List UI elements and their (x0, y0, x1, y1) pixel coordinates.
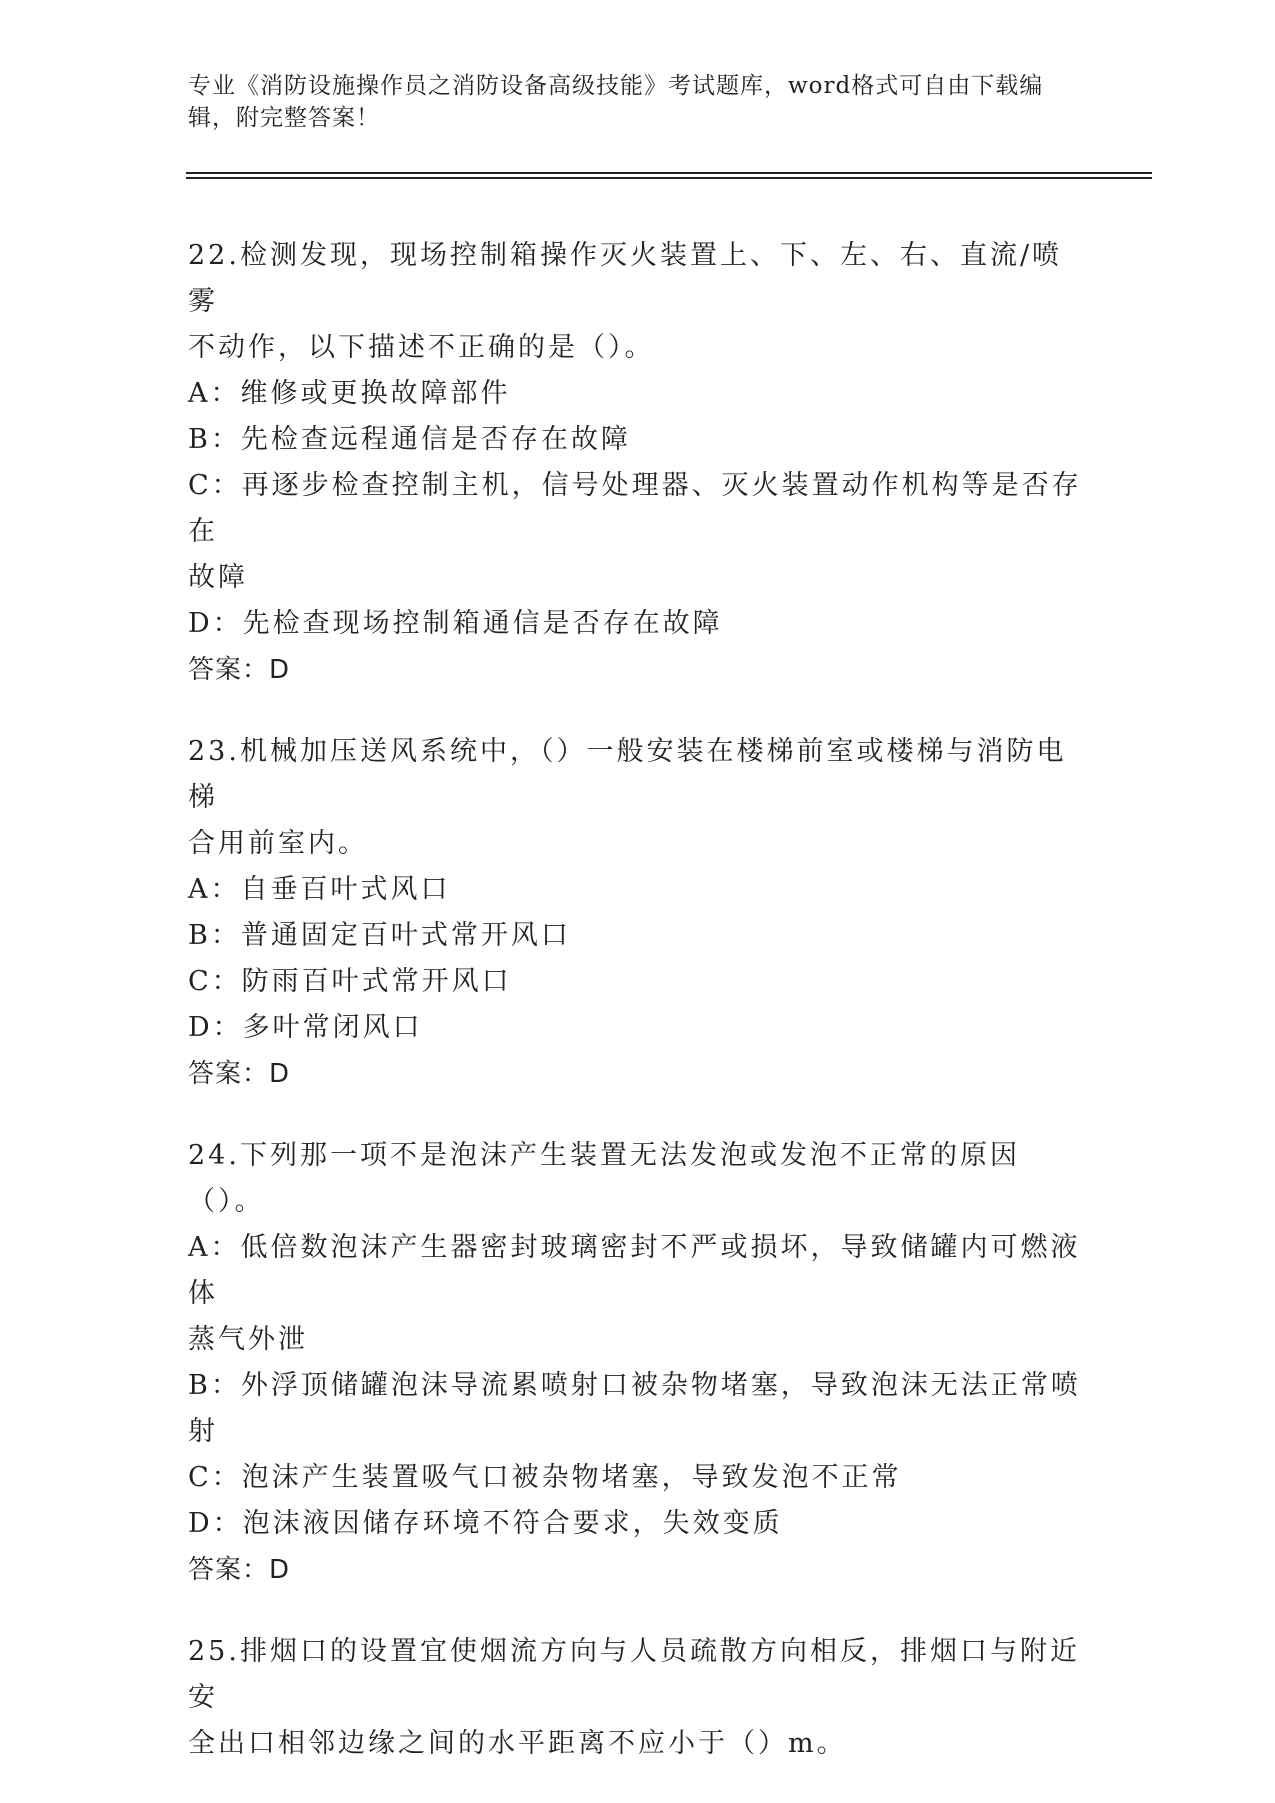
header-rule-top (186, 172, 1152, 174)
answer-option-line: C：再逐步检查控制主机，信号处理器、灭火装置动作机构等是否存在 (188, 470, 1082, 547)
question-stem-line: 22.检测发现，现场控制箱操作灭火装置上、下、左、右、直流/喷雾 (188, 240, 1063, 317)
question-stem-line: 23.机械加压送风系统中，（）一般安装在楼梯前室或楼梯与消防电梯 (188, 736, 1067, 813)
answer-option-line: 故障 (188, 562, 248, 593)
question-item (188, 729, 1088, 1097)
question-list (188, 233, 1088, 1803)
answer-key: 答案：D (188, 1555, 291, 1585)
answer-key: 答案：D (188, 1059, 291, 1089)
question-stem-line: 25.排烟口的设置宜使烟流方向与人员疏散方向相反，排烟口与附近安 (188, 1636, 1080, 1713)
question-stem-line: 不动作，以下描述不正确的是（）。 (188, 332, 655, 363)
question-stem-line: 24.下列那一项不是泡沫产生装置无法发泡或发泡不正常的原因（）。 (188, 1140, 1020, 1217)
answer-option-line: 蒸气外泄 (188, 1324, 308, 1355)
header-rule-bottom (186, 177, 1152, 179)
answer-option-line: A：低倍数泡沫产生器密封玻璃密封不严或损坏，导致储罐内可燃液体 (188, 1232, 1081, 1309)
answer-option-line: C：防雨百叶式常开风口 (188, 966, 512, 997)
answer-option-line: B：先检查远程通信是否存在故障 (188, 424, 631, 455)
answer-option-line: A：维修或更换故障部件 (188, 378, 511, 409)
header-line-1: 专业《消防设施操作员之消防设备高级技能》考试题库，word格式可自由下载编 (188, 73, 1044, 99)
question-stem-line: 合用前室内。 (188, 828, 368, 859)
question-stem-line: 全出口相邻边缘之间的水平距离不应小于（）m。 (188, 1728, 847, 1759)
answer-option-line: A：自垂百叶式风口 (188, 874, 451, 905)
question-item (188, 1133, 1088, 1593)
answer-key: 答案：D (188, 655, 291, 685)
answer-option-line: B：外浮顶储罐泡沫导流累喷射口被杂物堵塞，导致泡沫无法正常喷射 (188, 1370, 1081, 1447)
answer-option-line: C：泡沫产生装置吸气口被杂物堵塞，导致发泡不正常 (188, 1462, 902, 1493)
answer-option-line: B：普通固定百叶式常开风口 (188, 920, 571, 951)
answer-option-line: D：先检查现场控制箱通信是否存在故障 (188, 608, 723, 639)
answer-option-line: D：泡沫液因储存环境不符合要求，失效变质 (188, 1508, 783, 1539)
answer-option-line: D：多叶常闭风口 (188, 1012, 423, 1043)
header-line-2: 辑，附完整答案！ (188, 105, 380, 131)
document-header (188, 70, 1088, 134)
question-item (188, 233, 1088, 693)
